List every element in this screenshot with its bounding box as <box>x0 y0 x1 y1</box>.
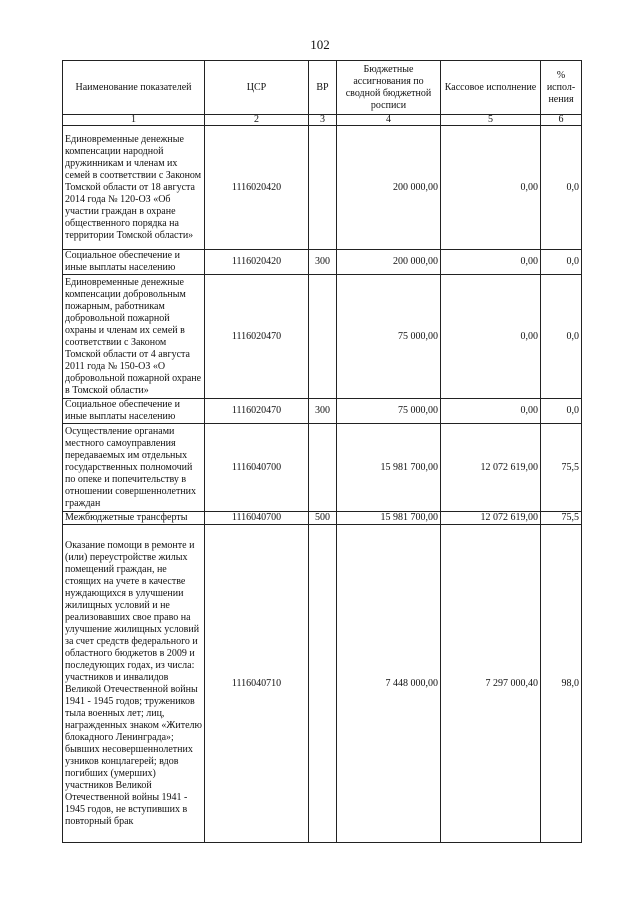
budget-amount: 75 000,00 <box>337 399 441 424</box>
csr-code: 1116020470 <box>205 399 309 424</box>
percent-value: 0,0 <box>541 126 582 250</box>
cash-amount: 0,00 <box>441 250 541 275</box>
table-row <box>63 512 582 525</box>
table-row <box>63 525 582 843</box>
table-row <box>63 275 582 399</box>
cash-amount: 7 297 000,40 <box>441 525 541 843</box>
column-number: 1 <box>63 115 205 126</box>
percent-value: 0,0 <box>541 399 582 424</box>
header-cash: Кассовое исполнение <box>441 61 541 115</box>
cash-amount: 0,00 <box>441 126 541 250</box>
indicator-name: Осуществление органами местного самоуправления передаваемых им отдельных государственных полномочий по опеке и попечительству в отношении совершеннолетних граждан <box>63 424 205 512</box>
cash-amount: 0,00 <box>441 399 541 424</box>
csr-code: 1116020470 <box>205 275 309 399</box>
percent-value: 75,5 <box>541 424 582 512</box>
column-number: 4 <box>337 115 441 126</box>
csr-code: 1116020420 <box>205 250 309 275</box>
table-row <box>63 424 582 512</box>
column-number: 5 <box>441 115 541 126</box>
csr-code: 1116040700 <box>205 512 309 525</box>
table-row <box>63 399 582 424</box>
vr-code: 300 <box>309 399 337 424</box>
percent-value: 0,0 <box>541 275 582 399</box>
column-number-row <box>63 115 582 126</box>
column-number: 6 <box>541 115 582 126</box>
csr-code: 1116020420 <box>205 126 309 250</box>
csr-code: 1116040710 <box>205 525 309 843</box>
cash-amount: 12 072 619,00 <box>441 424 541 512</box>
indicator-name: Единовременные денежные компенсации добровольным пожарным, работникам добровольной пожарной охраны и членам их семей в соответствии с Законом Томской области от 4 августа 2011 года № 150-ОЗ «О добровольной пожарной охране в Томской области» <box>63 275 205 399</box>
indicator-name: Социальное обеспечение и иные выплаты населению <box>63 250 205 275</box>
vr-code: 500 <box>309 512 337 525</box>
indicator-name: Социальное обеспечение и иные выплаты населению <box>63 399 205 424</box>
budget-amount: 200 000,00 <box>337 250 441 275</box>
vr-code <box>309 275 337 399</box>
table-row <box>63 250 582 275</box>
vr-code <box>309 126 337 250</box>
vr-code: 300 <box>309 250 337 275</box>
header-csr: ЦСР <box>205 61 309 115</box>
percent-value: 0,0 <box>541 250 582 275</box>
header-name: Наименование показателей <box>63 61 205 115</box>
budget-amount: 7 448 000,00 <box>337 525 441 843</box>
column-number: 3 <box>309 115 337 126</box>
budget-amount: 75 000,00 <box>337 275 441 399</box>
cash-amount: 12 072 619,00 <box>441 512 541 525</box>
cash-amount: 0,00 <box>441 275 541 399</box>
header-budget: Бюджетные ассигнования по сводной бюджетной росписи <box>337 61 441 115</box>
indicator-name: Оказание помощи в ремонте и (или) переустройстве жилых помещений граждан, не стоящих на учете в качестве нуждающихся в улучшении жилищных условий и не реализовавших свое право на улучшение жилищных условий за счет средств федерального и областного бюджетов в 2009 и последующих годах, из числа: участников и инвалидов Великой Отечественной войны 1941 - 1945 годов; тружеников тыла военных лет; лиц, награжденных знаком «Жителю блокадного Ленинграда»; бывших несовершеннолетних узников концлагерей; вдов погибших (умерших) участников Великой Отечественной войны 1941 - 1945 годов, не вступивших в повторный брак <box>63 525 205 843</box>
budget-amount: 15 981 700,00 <box>337 424 441 512</box>
table-row <box>63 126 582 250</box>
column-number: 2 <box>205 115 309 126</box>
csr-code: 1116040700 <box>205 424 309 512</box>
percent-value: 75,5 <box>541 512 582 525</box>
page-number: 102 <box>310 37 330 52</box>
vr-code <box>309 424 337 512</box>
indicator-name: Межбюджетные трансферты <box>63 512 205 525</box>
budget-amount: 15 981 700,00 <box>337 512 441 525</box>
indicator-name: Единовременные денежные компенсации народной дружинникам и членам их семей в соответствии с Законом Томской области от 18 августа 2014 года № 120-ОЗ «Об участии граждан в охране общественного порядка на территории Томской области» <box>63 126 205 250</box>
vr-code <box>309 525 337 843</box>
header-vr: ВР <box>309 61 337 115</box>
budget-execution-table <box>62 60 582 843</box>
percent-value: 98,0 <box>541 525 582 843</box>
header-percent: % испол-нения <box>541 61 582 115</box>
budget-amount: 200 000,00 <box>337 126 441 250</box>
